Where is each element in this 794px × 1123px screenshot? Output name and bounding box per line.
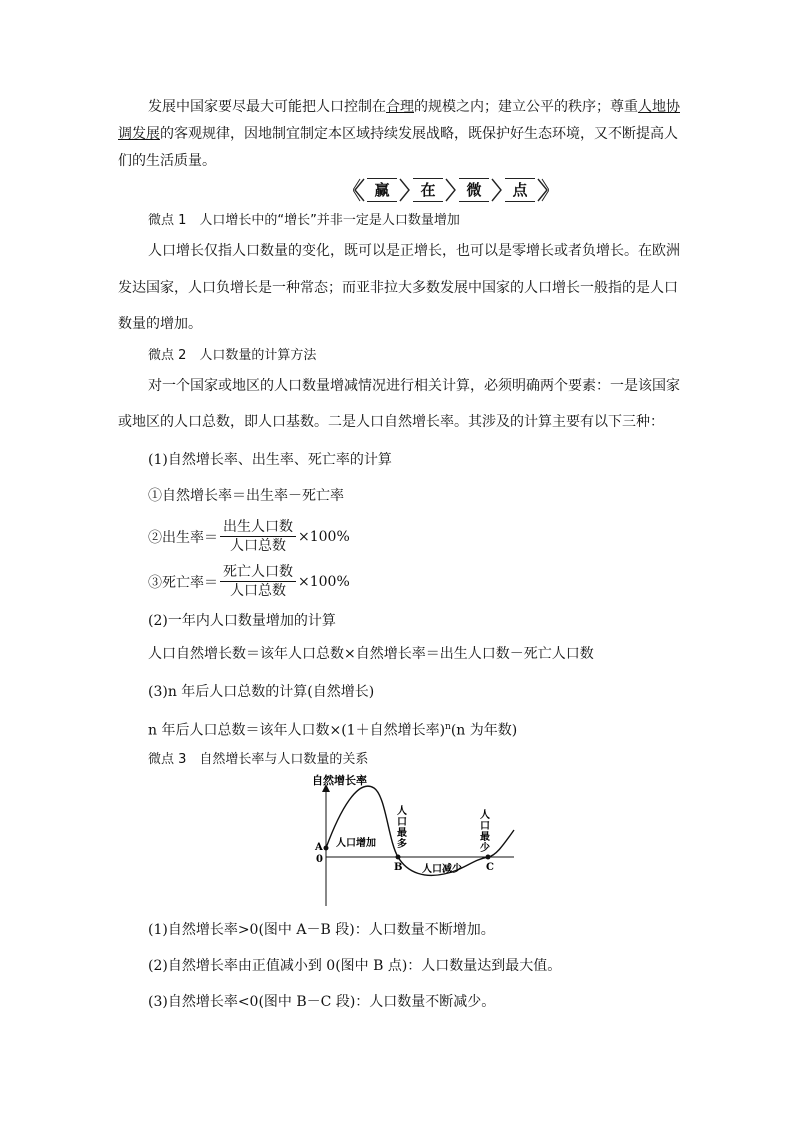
point1-heading: 微点 1 人口增长中的“增长”并非一定是人口数量增加 <box>148 213 460 228</box>
banner-char: 点 <box>505 178 535 202</box>
fraction <box>220 518 296 555</box>
fraction-denominator: 人口总数 <box>230 538 286 554</box>
svg-text:最: 最 <box>480 832 490 843</box>
formula-text: (n 为年数) <box>450 722 518 739</box>
svg-text:最: 最 <box>397 828 407 839</box>
intro-text: 发展中国家要尽最大可能把人口控制在 <box>148 99 386 115</box>
origin-label: 0 <box>316 854 323 865</box>
relation-2: (2)自然增长率由正值减小到 0(图中 B 点)：人口数量达到最大值。 <box>148 958 562 974</box>
banner-char: 微 <box>459 178 489 202</box>
annotation-most <box>397 804 407 850</box>
point2-para-line: 或地区的人口总数，即人口基数。二是人口自然增长率。其涉及的计算主要有以下三种： <box>118 414 664 430</box>
underlined-term: 人地协 <box>638 99 680 115</box>
point1-para-line: 发达国家，人口负增长是一种常态；而亚非拉大多数发展中国家的人口增长一般指的是人口 <box>118 280 678 296</box>
subsection-2-title: (2)一年内人口数量增加的计算 <box>148 613 336 629</box>
svg-text:口: 口 <box>480 821 490 832</box>
svg-text:人: 人 <box>397 806 407 817</box>
point-a-marker <box>324 846 329 851</box>
subsection-3-title: (3)n 年后人口总数的计算(自然增长) <box>148 684 375 700</box>
point-c-marker <box>486 855 491 860</box>
subsection-1-title: (1)自然增长率、出生率、死亡率的计算 <box>148 452 392 468</box>
chevron-left-icon <box>353 178 365 202</box>
formula-rhs: ×100% <box>298 528 350 545</box>
intro-text: 的客观规律，因地制宜制定本区域持续发展战略，既保护好生态环境，又不断提高人 <box>160 126 678 142</box>
fraction-numerator: 出生人口数 <box>220 518 296 537</box>
svg-text:多: 多 <box>397 839 407 850</box>
chevron-right-icon <box>491 178 503 202</box>
svg-text:人: 人 <box>480 810 490 821</box>
formula-death-rate <box>148 563 350 600</box>
point1-para-line: 人口增长仅指人口数量的变化，既可以是正增长，也可以是零增长或者负增长。在欧洲 <box>148 243 680 259</box>
banner-char: 赢 <box>367 178 397 202</box>
underlined-term: 合理 <box>386 99 414 115</box>
formula-text: n 年后人口总数＝该年人口数×(1＋自然增长率) <box>148 722 446 739</box>
relation-1: (1)自然增长率>0(图中 A－B 段)：人口数量不断增加。 <box>148 922 495 938</box>
svg-text:少: 少 <box>480 843 490 854</box>
point3-heading: 微点 3 自然增长率与人口数量的关系 <box>148 752 369 767</box>
chevron-right-icon <box>537 178 549 202</box>
point-b-label: B <box>394 862 403 873</box>
y-axis-label: 自然增长率 <box>312 774 367 787</box>
formula-n-years <box>148 718 517 740</box>
intro-text: 的规模之内；建立公平的秩序；尊重 <box>414 99 638 115</box>
point2-heading: 微点 2 人口数量的计算方法 <box>148 348 317 363</box>
fraction <box>220 563 296 600</box>
formula-birth-rate <box>148 518 350 555</box>
svg-text:口: 口 <box>397 817 407 828</box>
intro-line-1 <box>148 98 680 116</box>
annotation-decrease: 人口减少 <box>422 864 462 875</box>
growth-rate-chart <box>300 770 530 910</box>
chevron-right-icon <box>445 178 457 202</box>
point-c-label: C <box>486 862 494 873</box>
formula-natural-growth: ①自然增长率＝出生率－死亡率 <box>148 488 344 504</box>
point1-para-line: 数量的增加。 <box>118 316 202 332</box>
intro-line-2 <box>118 125 678 143</box>
formula-lhs: ③死亡率＝ <box>148 574 218 591</box>
underlined-term: 调发展 <box>118 126 160 142</box>
annotation-least <box>480 808 490 854</box>
relation-3: (3)自然增长率<0(图中 B－C 段)：人口数量不断减少。 <box>148 994 496 1010</box>
formula-rhs: ×100% <box>298 573 350 590</box>
banner-char: 在 <box>413 178 443 202</box>
formula-lhs: ②出生率＝ <box>148 529 218 546</box>
fraction-numerator: 死亡人口数 <box>220 563 296 582</box>
point2-para-line: 对一个国家或地区的人口数量增减情况进行相关计算，必须明确两个要素：一是该国家 <box>148 378 680 394</box>
annotation-increase: 人口增加 <box>336 838 376 849</box>
fraction-denominator: 人口总数 <box>230 583 286 599</box>
point-b-marker <box>396 855 401 860</box>
formula-annual-increase: 人口自然增长数＝该年人口总数×自然增长率＝出生人口数－死亡人口数 <box>148 646 594 662</box>
point-a-label: A <box>315 842 323 853</box>
exponent: n <box>445 722 451 732</box>
section-banner <box>353 178 549 202</box>
chevron-right-icon <box>399 178 411 202</box>
intro-line-3: 们的生活质量。 <box>118 153 216 169</box>
